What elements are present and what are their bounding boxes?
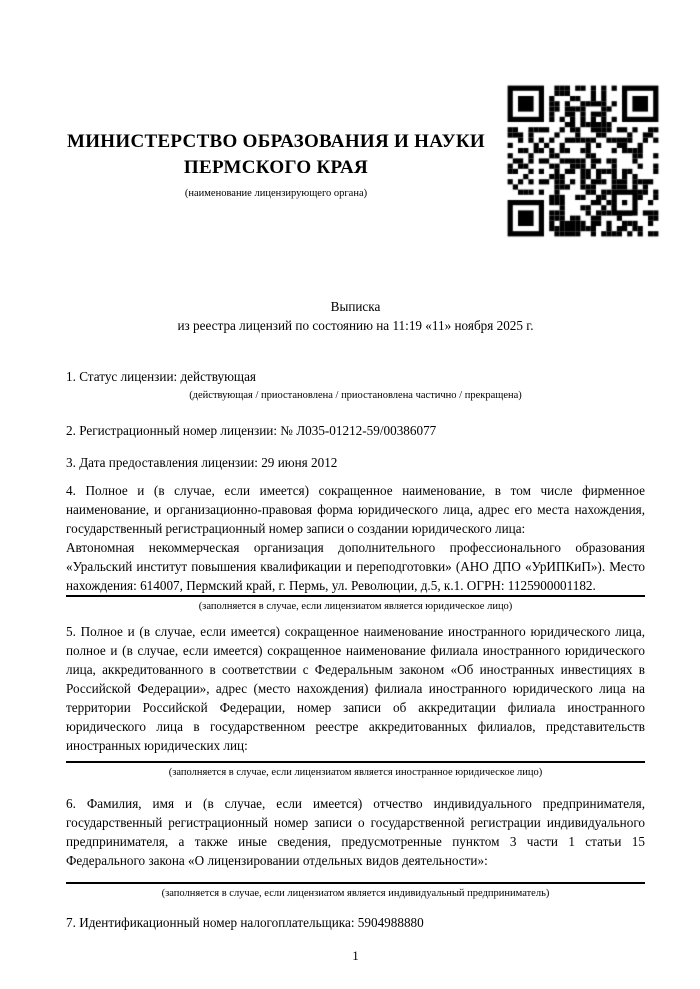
item-license-date	[66, 453, 645, 472]
ministry-name-line2: ПЕРМСКОГО КРАЯ	[183, 157, 369, 178]
item-license-status-caption: (действующая / приостановлена / приостановлена частично / прекращена)	[189, 390, 522, 401]
fill-in-rule	[66, 761, 645, 763]
item-taxpayer-number	[66, 913, 645, 932]
document-subtitle: из реестра лицензий по состоянию на 11:19 «11» ноября 2025 г.	[177, 318, 534, 333]
fill-in-rule	[66, 595, 645, 597]
qr-code-image	[505, 83, 661, 239]
item-legal-entity-answer: Автономная некоммерческая организация дополнительного профессионального образования «Уральский институт повышения квалификации и переподготовки» (АНО ДПО «УрИПКиП»). Место нахождения: 614007, Пермский край, г. Пермь, ул. Революции, д.5, к.1. ОГРН: 1125900001182.	[66, 540, 645, 593]
document-body	[66, 481, 645, 965]
document-title: Выписка	[330, 299, 381, 314]
item-foreign-entity-question: 5. Полное и (в случае, если имеется) сокращенное наименование иностранного юридического лица, полное и (в случае, если имеется) сокращенное наименование филиала иностранного юридического лица, аккредитованного в соответствии с Федеральным законом «Об иностранных инвестициях в Российской Федерации», адрес (место нахождения) филиала иностранного юридического лица на территории Российской Федерации, номер записи об аккредитации филиала иностранного юридического лица в государственном реестре аккредитованных филиалов, представительств иностранных юридических лиц:	[66, 624, 645, 753]
item-legal-entity	[66, 481, 645, 613]
item-taxpayer-number-text: 7. Идентификационный номер налогоплательщика: 5904988880	[66, 915, 424, 930]
ministry-name-line1: МИНИСТЕРСТВО ОБРАЗОВАНИЯ И НАУКИ	[66, 131, 486, 152]
ministry-caption: (наименование лицензирующего органа)	[184, 188, 368, 199]
item-individual-entrepreneur-question: 6. Фамилия, имя и (в случае, если имеется) отчество индивидуального предпринимателя, государственный регистрационный номер записи о государственной регистрации индивидуального предпринимателя, а также иные сведения, предусмотренные пунктом 3 части 1 статьи 15 Федерального закона «О лицензировании отдельных видов деятельности»:	[66, 796, 645, 868]
document-title-block	[66, 297, 645, 335]
item-foreign-entity	[66, 622, 645, 779]
fill-in-rule	[66, 882, 645, 884]
item-registration-number-text: 2. Регистрационный номер лицензии: № Л035-01212-59/00386077	[66, 423, 437, 438]
item-license-status-text: 1. Статус лицензии: действующая	[66, 369, 257, 384]
document-header	[56, 129, 496, 200]
item-license-date-text: 3. Дата предоставления лицензии: 29 июня 2012	[66, 455, 338, 470]
item-license-status	[66, 367, 645, 402]
item-individual-entrepreneur	[66, 794, 645, 900]
item-registration-number	[66, 421, 645, 440]
item-legal-entity-question: 4. Полное и (в случае, если имеется) сокращенное наименование, в том числе фирменное наименование, и организационно-правовая форма юридического лица, адрес его места нахождения, государственный регистрационный номер записи о создании юридического лица:	[66, 483, 645, 536]
item-legal-entity-caption: (заполняется в случае, если лицензиатом является юридическое лицо)	[198, 601, 513, 612]
item-individual-entrepreneur-caption: (заполняется в случае, если лицензиатом является индивидуальный предприниматель)	[161, 888, 550, 899]
page-number: 1	[352, 948, 359, 963]
item-foreign-entity-caption: (заполняется в случае, если лицензиатом является иностранное юридическое лицо)	[168, 767, 543, 778]
